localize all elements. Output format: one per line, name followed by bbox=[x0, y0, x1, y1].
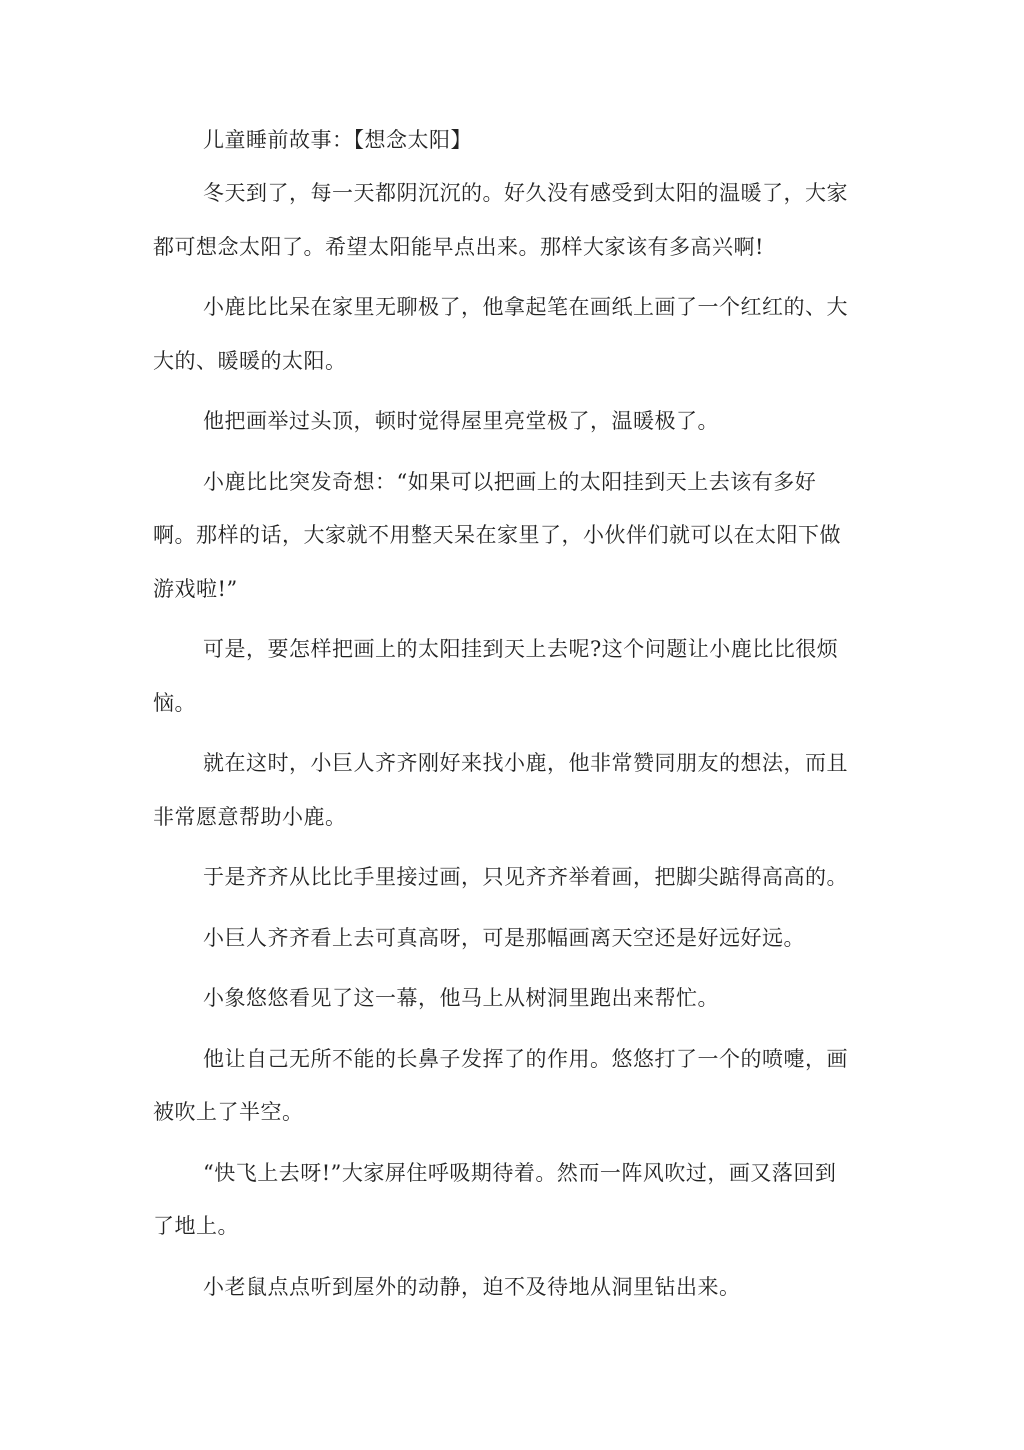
paragraph-4: 小鹿比比突发奇想：“如果可以把画上的太阳挂到天上去该有多好啊。那样的话，大家就不用整天呆在家里了，小伙伴们就可以在太阳下做游戏啦!” bbox=[153, 469, 841, 601]
paragraph-3: 他把画举过头顶，顿时觉得屋里亮堂极了，温暖极了。 bbox=[203, 409, 719, 433]
paragraph-1: 冬天到了，每一天都阴沉沉的。好久没有感受到太阳的温暖了，大家都可想念太阳了。希望太阳能早点出来。那样大家该有多高兴啊! bbox=[153, 181, 848, 259]
paragraph-7: 于是齐齐从比比手里接过画，只见齐齐举着画，把脚尖踮得高高的。 bbox=[203, 865, 848, 889]
paragraph-10: 他让自己无所不能的长鼻子发挥了的作用。悠悠打了一个的喷嚏，画被吹上了半空。 bbox=[153, 1046, 848, 1124]
paragraph-2: 小鹿比比呆在家里无聊极了，他拿起笔在画纸上画了一个红红的、大大的、暖暖的太阳。 bbox=[153, 295, 848, 373]
story-title: 儿童睡前故事：【想念太阳】 bbox=[203, 128, 472, 152]
paragraph-5: 可是，要怎样把画上的太阳挂到天上去呢?这个问题让小鹿比比很烦恼。 bbox=[153, 637, 839, 715]
document-body bbox=[153, 114, 853, 1321]
paragraph-12: 小老鼠点点听到屋外的动静，迫不及待地从洞里钻出来。 bbox=[203, 1274, 741, 1299]
paragraph-8: 小巨人齐齐看上去可真高呀，可是那幅画离天空还是好远好远。 bbox=[203, 925, 805, 950]
paragraph-6: 就在这时，小巨人齐齐刚好来找小鹿，他非常赞同朋友的想法，而且非常愿意帮助小鹿。 bbox=[153, 751, 848, 829]
paragraph-11: “快飞上去呀!”大家屏住呼吸期待着。然而一阵风吹过，画又落回到了地上。 bbox=[153, 1160, 837, 1238]
paragraph-9: 小象悠悠看见了这一幕，他马上从树洞里跑出来帮忙。 bbox=[203, 986, 719, 1010]
